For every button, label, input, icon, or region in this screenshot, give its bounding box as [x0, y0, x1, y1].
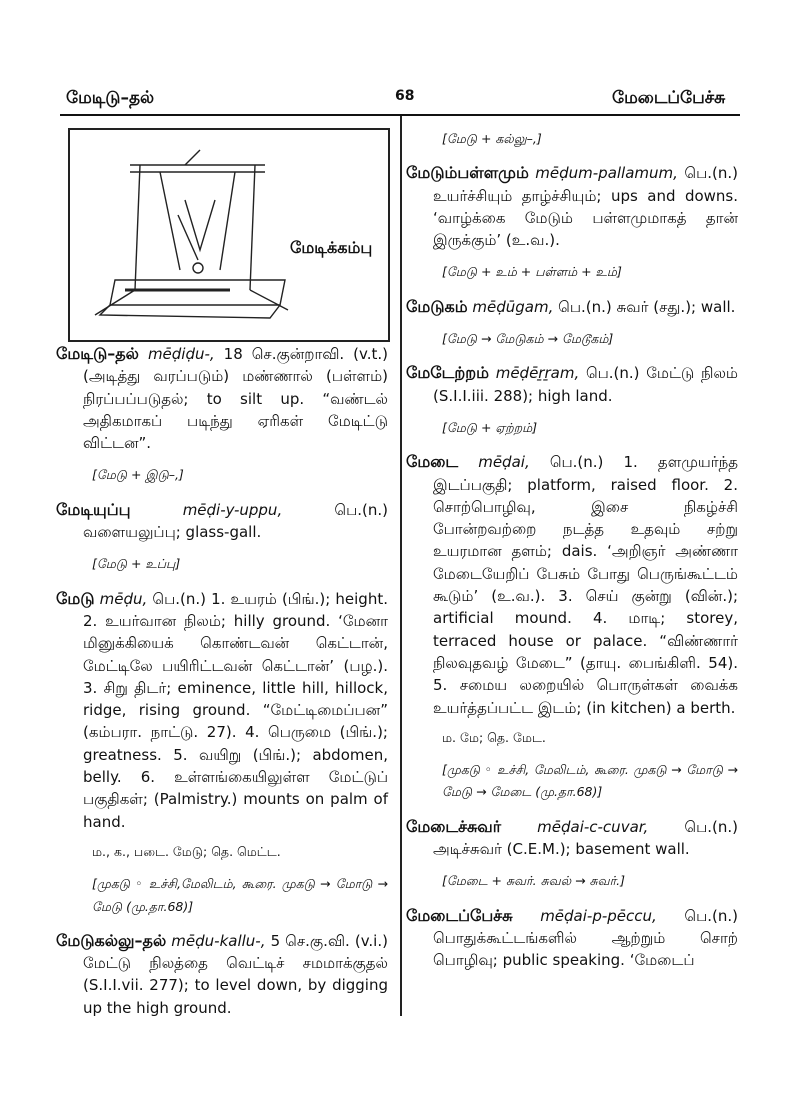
definition: பெ.(n.) மேட்டு நிலம் (S.I.I.iii. 288); high land. [433, 364, 738, 405]
transliteration: mēḍu, [99, 589, 148, 608]
entry-medaiccuvar [408, 816, 738, 861]
definition: 5 செ.கு.வி. (v.i.) மேட்டு நிலத்தை வெட்டிச் சமமாக்குதல் (S.I.I.vii. 277); to level down, by digging up the high ground. [83, 931, 388, 1017]
headword: மேடுகல்லு–தல் [56, 930, 167, 950]
left-column [58, 343, 388, 1025]
definition: பெ.(n.) 1. உயரம் (பிங்.); height. 2. உயர்வான நிலம்; hilly ground. ‘மேனா மினுக்கியைக் கொண்டவன் கெட்டான், மேட்டிலே பயிரிட்டவன் கெட்டான்’ (பழ.). 3. சிறு திடர்; eminence, little hill, hillock, ridge, rising ground. “மேட்டிமைப்பன” (கம்பரா. நாட்டு. 27). 4. பெருமை (பிங்.); greatness. 5. வயிறு (பிங்.); abdomen, belly. 6. உள்ளங்கையிலுள்ள மேட்டுப் பகுதிகள்; (Palmistry.) mounts on palm of hand. [83, 589, 388, 831]
transliteration: mēḍai-p-pēccu, [540, 906, 657, 925]
headword: மேடியுப்பு [56, 499, 131, 519]
etymology: [மேடு + கல்லு–,] [442, 131, 542, 146]
loom-illustration [90, 140, 290, 330]
entry-mederram [408, 362, 738, 407]
headword: மேடைச்சுவர் [406, 816, 502, 836]
entry-mediyuppu [58, 499, 388, 544]
transliteration: mēḍiḍu-, [147, 345, 215, 363]
entry-meditu [58, 343, 388, 454]
entry-medu [58, 588, 388, 833]
headword: மேடைப்பேச்சு [406, 905, 513, 925]
page-number: 68 [395, 88, 415, 104]
entry-medumpallamum [408, 162, 738, 251]
loom-figure [68, 128, 390, 342]
entry-medai [408, 451, 738, 719]
right-column [408, 128, 738, 978]
headword: மேடும்பள்ளமும் [406, 163, 529, 183]
cognates: ம., க., படை. மேடு; தெ. மெட்ட. [92, 843, 281, 859]
transliteration: mēḍi-y-uppu, [182, 500, 283, 519]
definition: பெ.(n.) சுவர் (சது.); wall. [558, 297, 736, 316]
running-head-left: மேடிடு–தல் [66, 88, 155, 108]
running-head-right: மேடைப்பேச்சு [612, 88, 726, 108]
entry-medukallu [58, 930, 388, 1019]
transliteration: mēḍai-c-cuvar, [537, 817, 649, 836]
definition: 18 செ.குன்றாவி. (v.t.) (அடித்து வரப்படும்) மண்ணால் (பள்ளம்) நிரப்பப்படுதல்; to silt up. “வண்டல் அதிகமாகப் படிந்து ஏரிகள் மேடிட்டு விட்டன”. [83, 345, 388, 453]
etymology: [மேடு + ஏற்றம்] [442, 419, 538, 435]
transliteration: mēḍum-pallamum, [535, 164, 678, 183]
etymology: [மேடு + உப்பு] [92, 556, 181, 572]
headword: மேடேற்றம் [406, 363, 489, 383]
headword: மேடுகம் [406, 296, 468, 316]
transliteration: mēḍu-kallu-, [171, 931, 266, 950]
etymology: [மேடு + உம் + பள்ளம் + உம்] [442, 264, 622, 280]
etymology: [மேடு → மேடுகம் → மேடூகம்] [442, 331, 614, 347]
headword: மேடிடு–தல் [56, 344, 139, 363]
transliteration: mēḍūgam, [472, 297, 554, 316]
definition: பெ.(n.) வளையலுப்பு; glass-gall. [83, 500, 388, 542]
entry-medugam [408, 296, 738, 318]
etymology: [முகடு ◦ உச்சி, மேலிடம், கூரை. முகடு → மோடு → மேடு → மேடை (மு.தா.68)] [442, 762, 738, 800]
headword: மேடை [406, 452, 459, 472]
etymology: [மேடை + சுவர். சுவல் → சுவர்.] [442, 873, 626, 889]
column-divider [400, 116, 402, 1016]
entry-medaippeccu [408, 905, 738, 972]
cognates: ம. மே; தெ. மேட. [442, 729, 546, 745]
definition: பெ.(n.) 1. தளமுயர்ந்த இடப்பகுதி; platform, raised floor. 2. சொற்பொழிவு, இசை நிகழ்ச்சி போன்றவற்றை நடத்த உதவும் சற்று உயரமான தளம்; dais. ‘அறிஞர் அண்ணா மேடையேறிப் பேசும் போது பெருங்கூட்டம் கூடும்’ (உ.வ.). 3. செய் குன்று (வின்.); artificial mound. 4. மாடி; storey, terraced house or palace. “விண்ணார் நிலவுதவழ் மேடை” (தாயு. பைங்கிளி. 54). 5. சமைய லறையில் பொருள்கள் வைக்க உயர்த்தப்பட்ட இடம்; (in kitchen) a berth. [433, 453, 738, 717]
transliteration: mēḍai, [478, 453, 530, 472]
definition: பெ.(n.) உயர்ச்சியும் தாழ்ச்சியும்; ups and downs. ‘வாழ்க்கை மேடும் பள்ளமுமாகத் தான் இருக்கும்’ (உ.வ.). [433, 164, 738, 250]
figure-caption: மேடிக்கம்பு [290, 238, 373, 257]
definition: பெ.(n.) பொதுக்கூட்டங்களில் ஆற்றும் சொற் பொழிவு; public speaking. ‘மேடைப் [433, 906, 738, 970]
headword: மேடு [56, 588, 95, 608]
etymology: [மேடு + இடு–,] [92, 467, 184, 483]
etymology: [முகடு ◦ உச்சி,மேலிடம், கூரை. முகடு → மோடு → மேடு (மு.தா.68)] [92, 876, 388, 914]
definition: பெ.(n.) அடிச்சுவர் (C.E.M.); basement wall. [433, 817, 738, 859]
transliteration: mēḍēṟṟam, [495, 364, 580, 383]
